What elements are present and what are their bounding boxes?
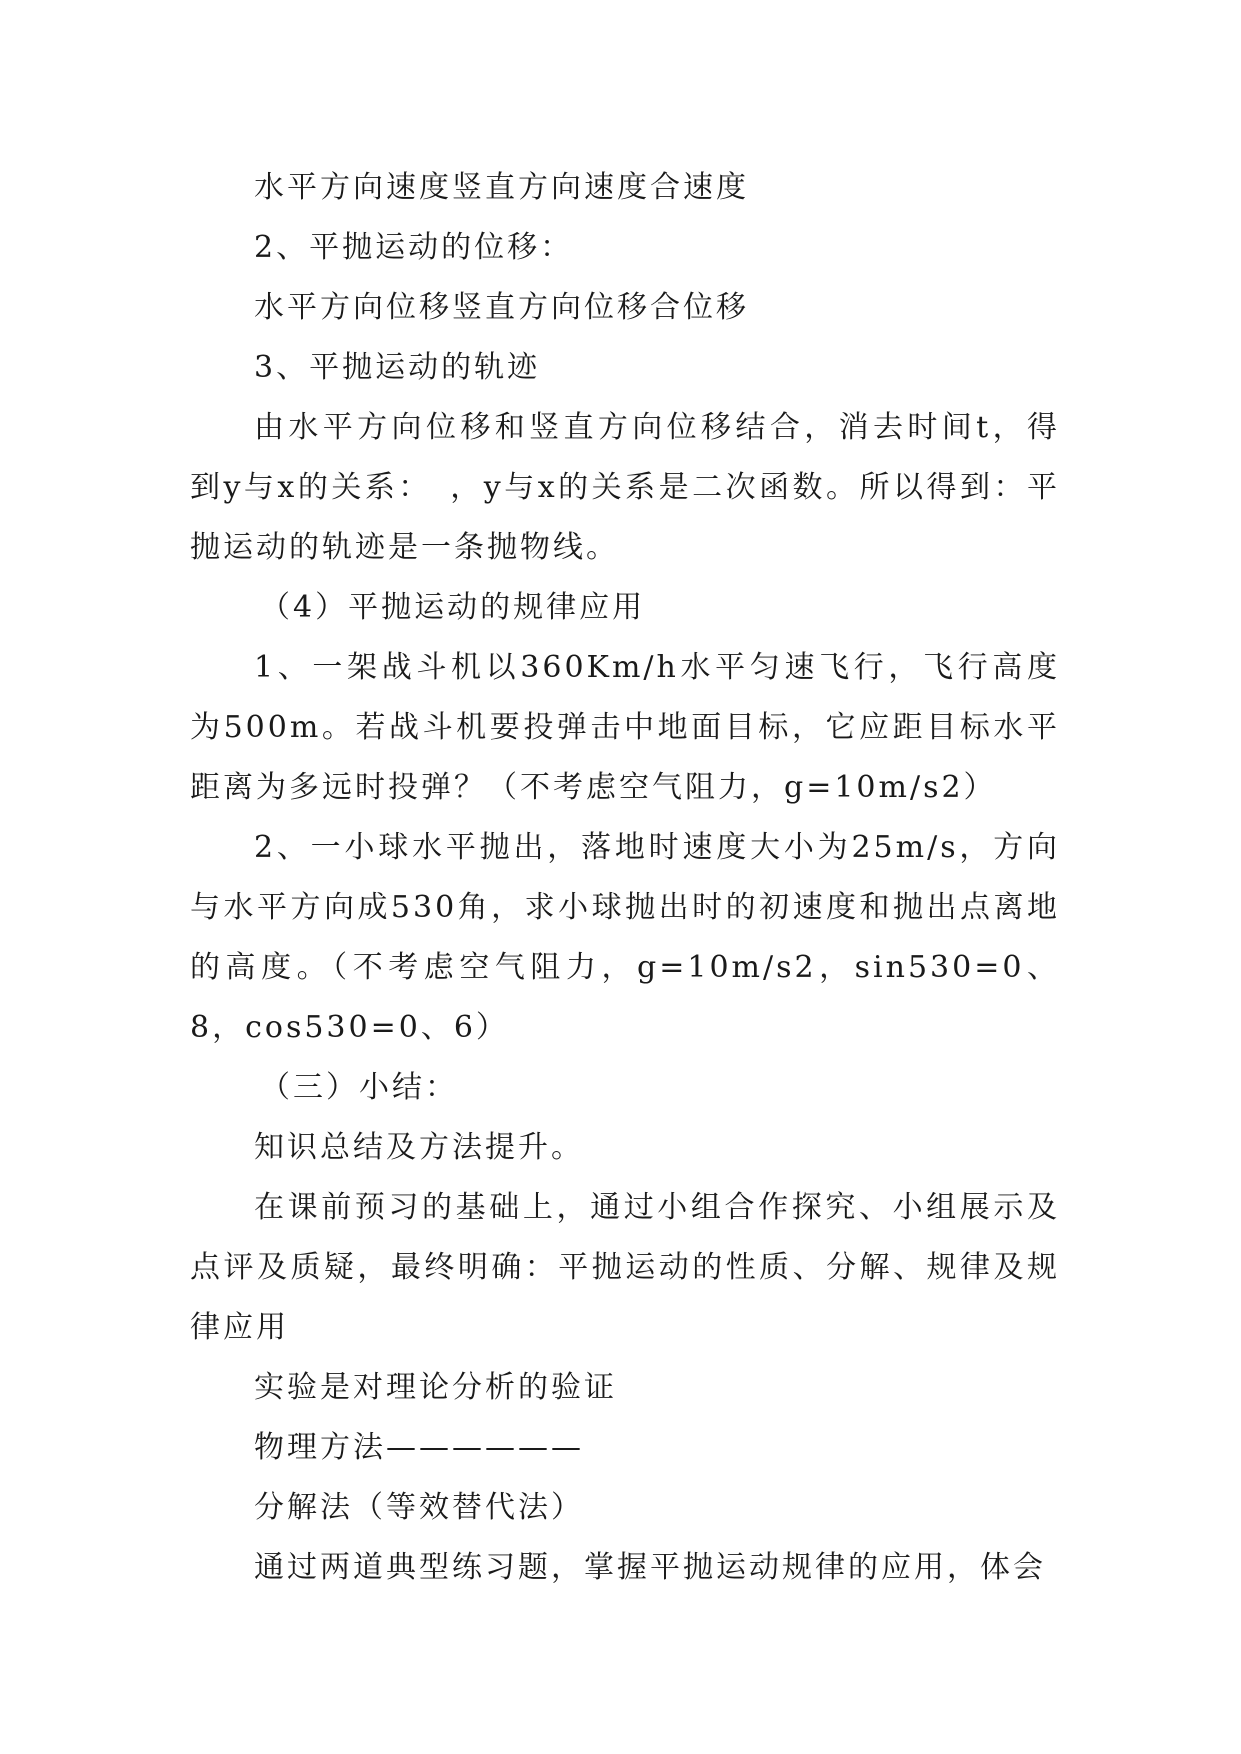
paragraph-typical-exercises: 通过两道典型练习题，掌握平抛运动规律的应用，体会 [254, 1550, 1046, 1585]
paragraph-exercise-1: 1、一架战斗机以360Km/h水平匀速飞行，飞行高度为500m。若战斗机要投弹击中地面目标，它应距目标水平距离为多远时投弹？（不考虑空气阻力，g=10m/s2） [190, 650, 1060, 805]
paragraph-experiment: 实验是对理论分析的验证 [254, 1370, 617, 1405]
paragraph-trajectory: 由水平方向位移和竖直方向位移结合，消去时间t，得到y与x的关系： ，y与x的关系是二次函数。所以得到：平抛运动的轨迹是一条抛物线。 [190, 410, 1060, 565]
paragraph-displacement-components: 水平方向位移竖直方向位移合位移 [254, 290, 749, 325]
paragraph-physics-method: 物理方法—————— [254, 1430, 584, 1465]
paragraph-exercise-2: 2、一小球水平抛出，落地时速度大小为25m/s，方向与水平方向成530角，求小球抛出时的初速度和抛出点离地的高度。（不考虑空气阻力，g=10m/s2，sin530=0、8，cos530=0、6） [190, 830, 1060, 1045]
heading-displacement: 2、平抛运动的位移： [254, 230, 574, 265]
paragraph-decomposition-method: 分解法（等效替代法） [254, 1490, 584, 1525]
heading-summary: （三）小结： [260, 1070, 458, 1105]
heading-law-application: （4）平抛运动的规律应用 [260, 590, 646, 625]
heading-trajectory: 3、平抛运动的轨迹 [254, 350, 541, 385]
paragraph-knowledge-summary: 知识总结及方法提升。 [254, 1130, 584, 1165]
paragraph-group-work: 在课前预习的基础上，通过小组合作探究、小组展示及点评及质疑，最终明确：平抛运动的性质、分解、规律及规律应用 [190, 1190, 1060, 1345]
paragraph-velocity-components: 水平方向速度竖直方向速度合速度 [254, 170, 749, 205]
document-body [190, 158, 1060, 1598]
